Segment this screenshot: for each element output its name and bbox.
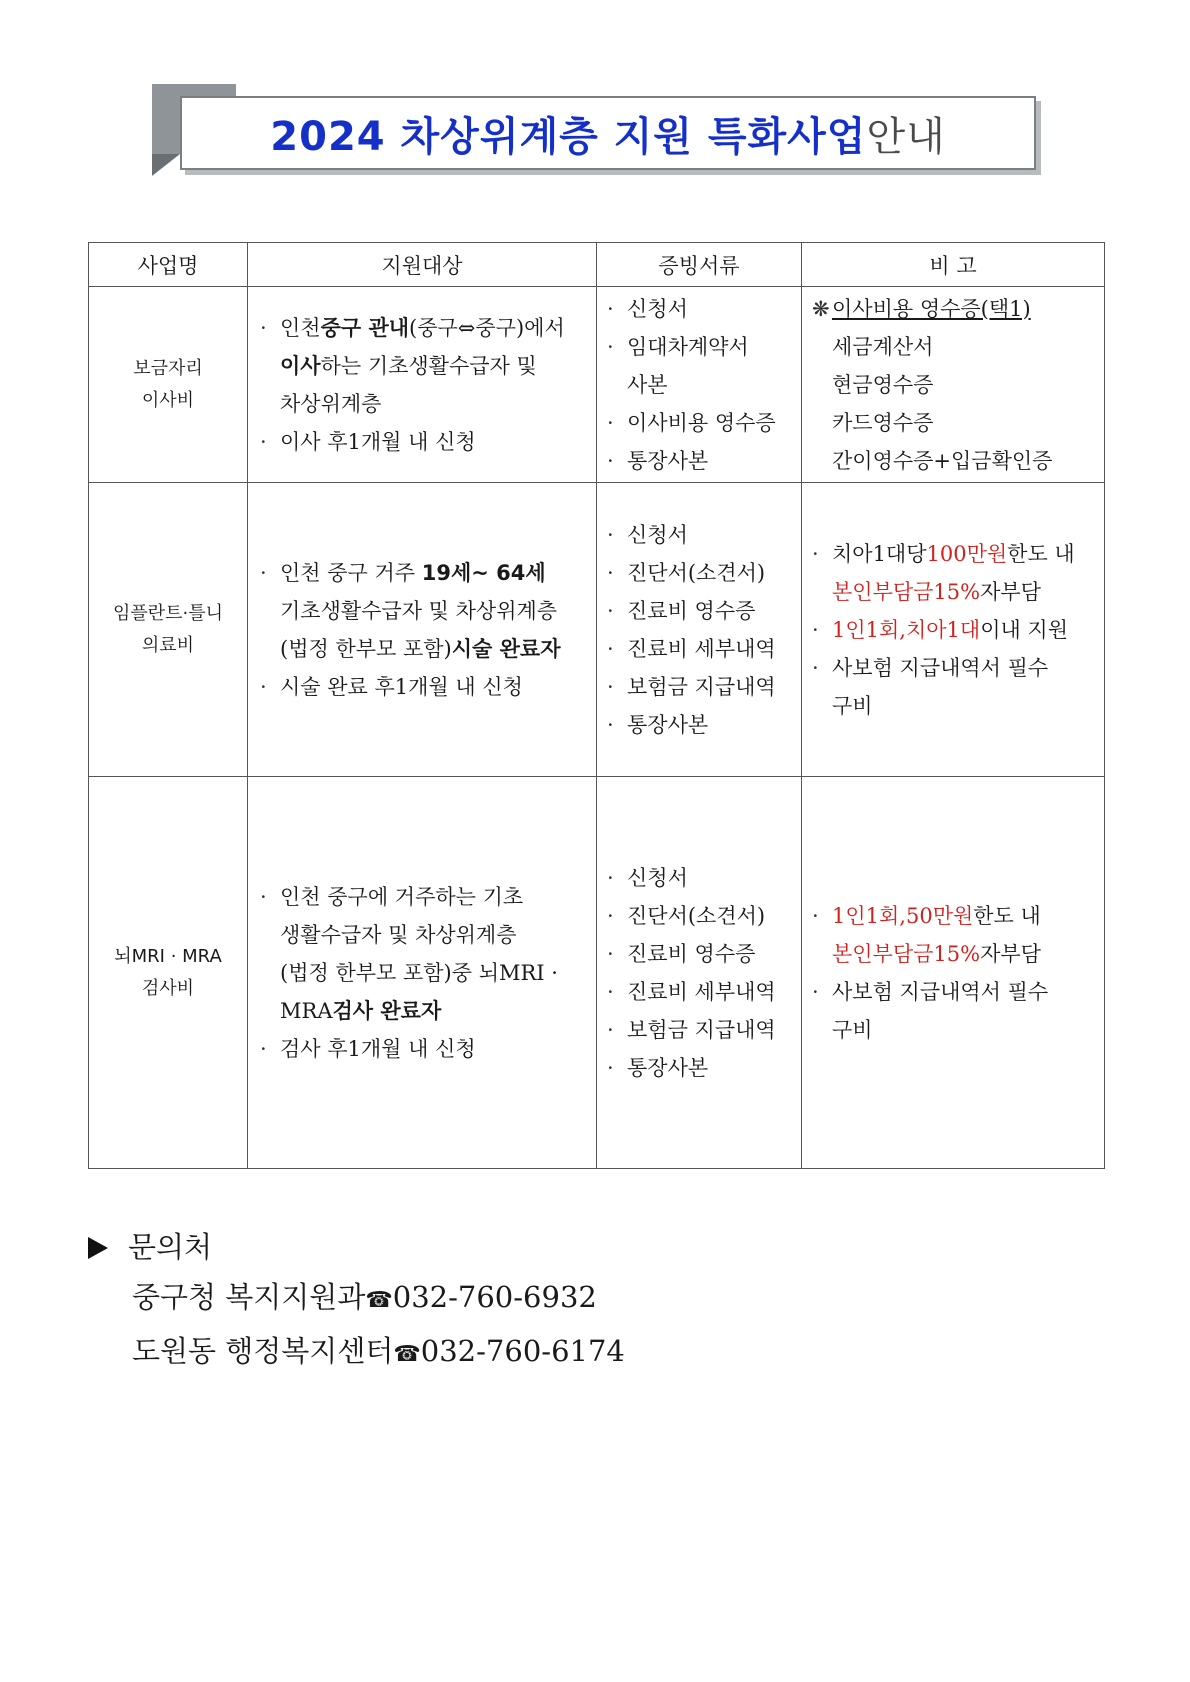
text: 진료비 세부내역 [627,979,776,1004]
text: 자부담 [980,579,1041,604]
program-name-line: 뇌MRI · MRA [114,945,222,967]
doc-item [607,592,793,630]
note-item [812,611,1096,649]
note-item-cont [812,573,1096,611]
doc-item [607,630,793,668]
target-cell [248,483,597,777]
remarks-cell [802,287,1105,483]
remarks-cell [802,777,1105,1169]
red-text: 1인1회,50만원 [832,903,974,928]
target-item-cont: (법정 한부모 포함)중 뇌MRI · [280,960,558,985]
bullet: · [812,979,819,1004]
target-item [260,423,584,461]
red-text: 100만원 [926,541,1008,566]
note-item-cont: 구비 [832,693,873,718]
text: 시술 완료 후1개월 내 신청 [280,674,523,699]
target-item-cont [260,347,584,385]
bullet: · [812,655,819,680]
bullet: · [607,522,614,547]
text: 도원동 행정복지센터 [132,1334,394,1368]
triangle-bullet-icon [88,1237,108,1259]
header-documents: 증빙서류 [597,243,802,287]
target-item-cont [260,992,584,1030]
page-title [182,98,1034,168]
target-item-cont: 차상위계층 [280,391,382,416]
header-program-name: 사업명 [89,243,248,287]
program-name-cell [89,483,248,777]
bullet: · [260,315,267,340]
asterisk-icon: ❋ [812,296,830,321]
bullet: · [812,541,819,566]
text: 한도 내 [973,903,1041,928]
bullet: · [607,334,614,359]
doc-item [607,935,793,973]
text: 중구청 복지지원과 [132,1280,366,1314]
program-table [88,242,1105,1169]
title-frame [180,96,1036,170]
text: 신청서 [627,522,688,547]
text: 이내 지원 [980,617,1069,642]
bold-text: 19세~ 64세 [421,560,546,585]
text: (중구⇔중구)에서 [409,315,565,340]
table-header-row [89,243,1105,287]
doc-item [607,516,793,554]
bullet: · [260,560,267,585]
title-suffix: 안내 [866,113,946,160]
bullet: · [607,1017,614,1042]
bullet: · [607,296,614,321]
bullet: · [607,1055,614,1080]
note-item [812,649,1096,687]
bullet: · [607,448,614,473]
bullet: · [812,903,819,928]
contact-line [88,1326,625,1380]
text: 진단서(소견서) [627,903,766,928]
text: 통장사본 [627,448,709,473]
text: 이사 후1개월 내 신청 [280,429,476,454]
note-item: 현금영수증 [832,372,934,397]
bullet: · [607,410,614,435]
contact-section [88,1222,625,1380]
bullet: · [607,560,614,585]
program-name-cell [89,777,248,1169]
text: 이사비용 영수증(택1) [832,296,1031,321]
note-heading [812,290,1096,328]
bullet: · [607,903,614,928]
target-item-cont: 기초생활수급자 및 차상위계층 [280,598,558,623]
contact-line [88,1272,625,1326]
text: 통장사본 [627,1055,709,1080]
phone-number: 032-760-6932 [392,1280,597,1314]
table-row [89,483,1105,777]
doc-item [607,442,793,480]
bullet: · [607,979,614,1004]
doc-item [607,290,793,328]
red-text: 본인부담금15% [832,941,981,966]
target-cell [248,287,597,483]
text: 보험금 지급내역 [627,1017,776,1042]
bullet: · [260,429,267,454]
note-item: 카드영수증 [832,410,934,435]
target-item-cont: 생활수급자 및 차상위계층 [280,922,517,947]
doc-item [607,859,793,897]
bold-text: 중구 관내 [320,315,410,340]
text: (법정 한부모 포함) [280,636,452,661]
bullet: · [607,636,614,661]
text: 신청서 [627,296,688,321]
program-name-line: 임플란트·틀니 [112,602,224,624]
text: 하는 기초생활수급자 및 [320,353,537,378]
bullet: · [260,1036,267,1061]
title-accent-fold [152,154,180,176]
phone-icon: ☎ [365,1288,393,1313]
title-banner [152,84,1040,176]
bold-text: 시술 완료자 [451,636,561,661]
text: MRA [280,998,333,1023]
doc-item [607,554,793,592]
text: 진료비 세부내역 [627,636,776,661]
target-item [260,878,584,916]
doc-item [607,404,793,442]
program-name-line: 이사비 [141,389,195,411]
note-item [812,535,1096,573]
header-target: 지원대상 [248,243,597,287]
doc-item [607,706,793,744]
doc-item [607,897,793,935]
text: 진료비 영수증 [627,941,756,966]
text: 보험금 지급내역 [627,674,776,699]
target-item [260,1030,584,1068]
table-row [89,777,1105,1169]
documents-cell [597,777,802,1169]
documents-cell [597,287,802,483]
text: 임대차계약서 [627,334,749,359]
text: 사보험 지급내역서 필수 [832,979,1049,1004]
program-name-cell [89,287,248,483]
program-name-line: 보금자리 [133,357,203,379]
target-item-cont [260,630,584,668]
doc-item-cont: 사본 [627,372,668,397]
bullet: · [607,865,614,890]
documents-cell [597,483,802,777]
target-item [260,309,584,347]
bullet: · [260,674,267,699]
text: 신청서 [627,865,688,890]
text: 통장사본 [627,712,709,737]
bullet: · [607,712,614,737]
remarks-cell [802,483,1105,777]
text: 이사비용 영수증 [627,410,776,435]
note-item-cont [812,935,1096,973]
note-item [812,897,1096,935]
text: 인천 중구 거주 [280,560,422,585]
program-name-line: 검사비 [141,977,195,999]
doc-item [607,1011,793,1049]
table-row [89,287,1105,483]
text: 검사 후1개월 내 신청 [280,1036,476,1061]
bullet: · [607,674,614,699]
note-item: 간이영수증+입금확인증 [832,448,1053,473]
program-name-line: 의료비 [141,634,195,656]
text: 인천 [280,315,321,340]
text: 사보험 지급내역서 필수 [832,655,1049,680]
header-remarks: 비 고 [802,243,1105,287]
target-cell [248,777,597,1169]
phone-number: 032-760-6174 [420,1334,625,1368]
bullet: · [607,598,614,623]
target-item [260,554,584,592]
text: 진단서(소견서) [627,560,766,585]
note-item-cont: 구비 [832,1017,873,1042]
text: 진료비 영수증 [627,598,756,623]
bullet: · [607,941,614,966]
red-text: 1인1회,치아1대 [832,617,981,642]
bullet: · [260,884,267,909]
doc-item [607,973,793,1011]
text: 문의처 [128,1230,213,1264]
contact-heading [88,1222,625,1272]
text: 자부담 [980,941,1041,966]
doc-item [607,1049,793,1087]
red-text: 본인부담금15% [832,579,981,604]
text: 인천 중구에 거주하는 기초 [280,884,524,909]
text: 치아1대당 [832,541,927,566]
title-main: 2024 차상위계층 지원 특화사업 [270,113,867,160]
bullet: · [812,617,819,642]
note-item [812,973,1096,1011]
bold-text: 검사 완료자 [332,998,442,1023]
phone-icon: ☎ [393,1342,421,1367]
text: 한도 내 [1007,541,1075,566]
note-item: 세금계산서 [832,334,934,359]
target-item [260,668,584,706]
doc-item [607,668,793,706]
bold-text: 이사 [280,353,321,378]
doc-item [607,328,793,366]
